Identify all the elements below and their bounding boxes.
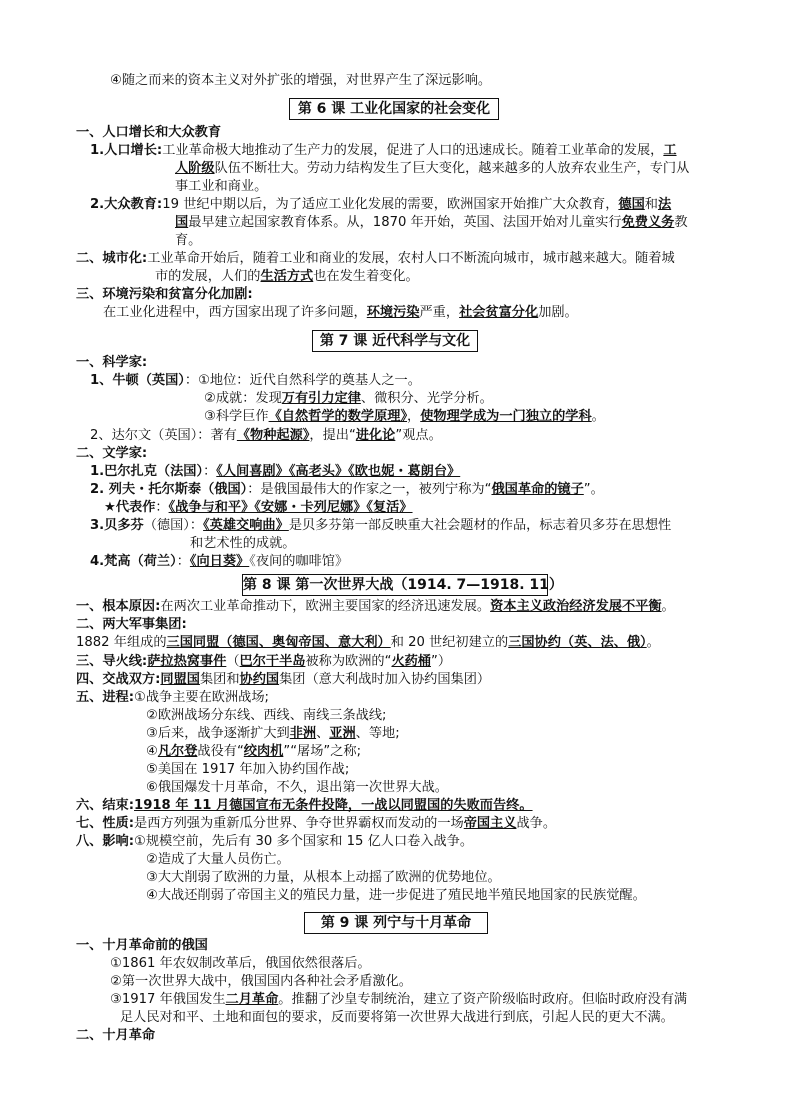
text: 严重， bbox=[419, 305, 460, 320]
text: 。推翻了沙皇专制统治，建立了资产阶级临时政府。但临时政府没有满 bbox=[278, 992, 688, 1007]
l7-darwin-line bbox=[90, 427, 442, 445]
l6-section-3: 三、环境污染和贫富分化加剧: bbox=[76, 287, 253, 302]
heading: 1.巴尔扎克（法国） bbox=[90, 464, 204, 479]
text: 和 20 世纪初建立的 bbox=[390, 635, 509, 650]
keyword: 法 bbox=[657, 197, 672, 212]
text: 市的发展，人们的 bbox=[155, 269, 261, 284]
l6-pop-line3: 事工业和商业。 bbox=[175, 179, 268, 194]
keyword: 《向日葵》 bbox=[189, 554, 250, 569]
text: ①战争主要在欧洲战场; bbox=[134, 690, 269, 705]
l8-nature-line bbox=[76, 815, 556, 833]
l7-section-1: 一、科学家: bbox=[76, 355, 148, 370]
text: ， bbox=[407, 409, 421, 424]
l8-impact-line3: ③大大削弱了欧洲的力量，从根本上动摇了欧洲的优势地位。 bbox=[146, 870, 501, 885]
intro-text: ④随之而来的资本主义对外扩张的增强，对世界产生了深远影响。 bbox=[110, 73, 492, 88]
l6-edu-line1 bbox=[90, 196, 671, 214]
text: ： bbox=[155, 500, 169, 515]
heading: 2. 列夫・托尔斯泰（俄国） bbox=[90, 482, 248, 497]
l7-beethoven-line1 bbox=[90, 517, 671, 535]
l6-urban-line2 bbox=[155, 268, 419, 286]
l7-newton-line3 bbox=[204, 408, 605, 426]
keyword: 社会贫富分化 bbox=[459, 305, 539, 320]
text: 也在发生着变化。 bbox=[313, 269, 419, 284]
text: ”观点。 bbox=[395, 428, 442, 443]
text: 是贝多芬第一部反映重大社会题材的作品，标志着贝多芬在思想性 bbox=[288, 518, 672, 533]
text: ”） bbox=[431, 654, 452, 669]
keyword: 亚洲 bbox=[329, 726, 356, 741]
l9-russia-line4: 足人民对和平、土地和面包的要求，反而要将第一次世界大战进行到底，引起人民的更大不满。 bbox=[120, 1010, 674, 1025]
l6-pop-line1 bbox=[90, 142, 677, 160]
heading: 五、进程: bbox=[76, 690, 135, 705]
lesson8-title: 第 8 课 第一次世界大战（1914. 7—1918. 11） bbox=[242, 574, 548, 596]
keyword: 国 bbox=[175, 215, 189, 230]
keyword: 生活方式 bbox=[260, 269, 314, 284]
text: ：①地位：近代自然科学的奠基人之一。 bbox=[184, 373, 421, 388]
keyword: 俄国革命的镜子 bbox=[491, 482, 584, 497]
keyword: 协约国 bbox=[239, 672, 280, 687]
l7-vangogh-line bbox=[90, 553, 348, 571]
text: ”。 bbox=[583, 482, 604, 497]
keyword: 德国 bbox=[618, 197, 645, 212]
l9-russia-line1: ①1861 年农奴制改革后，俄国依然很落后。 bbox=[110, 956, 371, 971]
keyword: 火药桶 bbox=[391, 654, 431, 669]
text: 教 bbox=[674, 215, 688, 230]
text: 加剧。 bbox=[538, 305, 578, 320]
lesson6-title: 第 6 课 工业化国家的社会变化 bbox=[289, 98, 499, 120]
keyword: 《物种起源》 bbox=[236, 428, 310, 443]
text: ： bbox=[203, 464, 217, 479]
text: 最早建立起国家教育体系。从，1870 年开始，英国、法国开始对儿童实行 bbox=[188, 215, 622, 230]
l8-fuse-line bbox=[76, 653, 451, 671]
keyword: 《英雄交响曲》 bbox=[203, 518, 289, 533]
l7-section-2: 二、文学家: bbox=[76, 446, 148, 461]
l8-impact-line1 bbox=[76, 833, 473, 851]
keyword: 绞肉机 bbox=[243, 744, 284, 759]
l9-russia-line3 bbox=[110, 991, 687, 1009]
l7-newton-line2 bbox=[204, 390, 493, 408]
text: 2、达尔文（英国）：著有 bbox=[90, 428, 237, 443]
l7-balzac-line bbox=[90, 463, 460, 481]
text: 19 世纪中期以后，为了适应工业化发展的需要，欧洲国家开始推广大众教育， bbox=[162, 197, 619, 212]
keyword: 人阶级 bbox=[175, 161, 215, 176]
keyword: 使物理学成为一门独立的学科 bbox=[420, 409, 592, 424]
l6-edu-line3: 育。 bbox=[175, 233, 202, 248]
l8-process-line6: ⑥俄国爆发十月革命，不久，退出第一次世界大战。 bbox=[146, 780, 448, 795]
keyword: 帝国主义 bbox=[463, 816, 517, 831]
l8-impact-line2: ②造成了大量人员伤亡。 bbox=[146, 852, 290, 867]
text: 。 bbox=[646, 635, 660, 650]
text: （ bbox=[226, 654, 240, 669]
keyword: 1918 年 11 月德国宣布无条件投降，一战以同盟国的失败而告终。 bbox=[134, 798, 533, 813]
keyword: 《战争与和平》《安娜・卡列尼娜》《复活》 bbox=[168, 500, 413, 515]
l6-env-line bbox=[103, 304, 578, 322]
text: 和 bbox=[644, 197, 658, 212]
l8-process-line1 bbox=[76, 689, 269, 707]
heading: 一、根本原因: bbox=[76, 599, 161, 614]
l8-process-line5: ⑤美国在 1917 年加入协约国作战; bbox=[146, 762, 350, 777]
text: ”“屠场”之称; bbox=[283, 744, 362, 759]
l6-section-1: 一、人口增长和大众教育 bbox=[76, 125, 222, 140]
keyword: 万有引力定律 bbox=[281, 391, 361, 406]
text: 被称为欧洲的“ bbox=[305, 654, 392, 669]
text: 。 bbox=[591, 409, 605, 424]
heading: ★代表作 bbox=[104, 500, 156, 515]
l9-section-1: 一、十月革命前的俄国 bbox=[76, 938, 208, 953]
text: 工业革命极大地推动了生产力的发展，促进了人口的迅速成长。随着工业革命的发展， bbox=[162, 143, 664, 158]
text: ②成就：发现 bbox=[204, 391, 282, 406]
l8-section-2: 二、两大军事集团: bbox=[76, 617, 187, 632]
heading: 三、导火线: bbox=[76, 654, 148, 669]
heading: 4.梵高（荷兰） bbox=[90, 554, 177, 569]
lesson9-title: 第 9 课 列宁与十月革命 bbox=[304, 912, 488, 934]
text: 《夜间的咖啡馆》 bbox=[249, 554, 349, 569]
l8-blocs-line bbox=[76, 634, 660, 652]
l8-impact-line4: ④大战还削弱了帝国主义的殖民力量，进一步促进了殖民地半殖民地国家的民族觉醒。 bbox=[146, 888, 646, 903]
lesson7-title: 第 7 课 近代科学与文化 bbox=[312, 330, 478, 352]
keyword: 工 bbox=[663, 143, 677, 158]
keyword: 资本主义政治经济发展不平衡 bbox=[490, 599, 662, 614]
l6-pop-line2 bbox=[175, 160, 689, 178]
l6-edu-line2 bbox=[175, 214, 688, 232]
heading: 2.大众教育: bbox=[90, 197, 163, 212]
keyword: 三国同盟（德国、奥匈帝国、意大利） bbox=[166, 635, 391, 650]
text: 、 bbox=[316, 726, 330, 741]
text: 是西方列强为重新瓜分世界、争夺世界霸权而发动的一场 bbox=[134, 816, 464, 831]
l9-section-2: 二、十月革命 bbox=[76, 1028, 156, 1043]
text: 工业革命开始后，随着工业和商业的发展，农村人口不断流向城市，城市越来越大。随着城 bbox=[147, 251, 675, 266]
text: 、等地; bbox=[355, 726, 400, 741]
text: 1882 年组成的 bbox=[76, 635, 167, 650]
text: 在两次工业革命推动下，欧洲主要国家的经济迅速发展。 bbox=[160, 599, 491, 614]
keyword: 二月革命 bbox=[225, 992, 279, 1007]
heading: 八、影响: bbox=[76, 834, 135, 849]
l6-urban-line1 bbox=[76, 250, 675, 268]
l9-russia-line2: ②第一次世界大战中，俄国国内各种社会矛盾激化。 bbox=[110, 974, 412, 989]
l7-tolstoy-line bbox=[90, 481, 604, 499]
text: ：是俄国最伟大的作家之一，被列宁称为“ bbox=[247, 482, 492, 497]
l8-process-line3 bbox=[146, 725, 400, 743]
text: ①规模空前，先后有 30 多个国家和 15 亿人口卷入战争。 bbox=[134, 834, 474, 849]
keyword: 同盟国 bbox=[160, 672, 200, 687]
text: （德国）： bbox=[143, 518, 204, 533]
l7-beethoven-line2: 和艺术性的成就。 bbox=[190, 536, 296, 551]
text: ③1917 年俄国发生 bbox=[110, 992, 226, 1007]
l8-process-line2: ②欧洲战场分东线、西线、南线三条战线; bbox=[146, 708, 387, 723]
text: 在工业化进程中，西方国家出现了许多问题， bbox=[103, 305, 367, 320]
intro-line bbox=[110, 72, 491, 90]
l7-tolstoy-works bbox=[104, 499, 413, 517]
text: 队伍不断壮大。劳动力结构发生了巨大变化，越来越多的人放弃农业生产，专门从 bbox=[214, 161, 690, 176]
heading: 七、性质: bbox=[76, 816, 135, 831]
text: ： bbox=[176, 554, 190, 569]
text: 、微积分、光学分析。 bbox=[360, 391, 493, 406]
text: 集团和 bbox=[199, 672, 240, 687]
text: 战役有“ bbox=[197, 744, 244, 759]
heading: 3.贝多芬 bbox=[90, 518, 144, 533]
text: ④ bbox=[146, 744, 158, 759]
l8-process-line4 bbox=[146, 743, 361, 761]
heading: 1、牛顿（英国） bbox=[90, 373, 185, 388]
keyword: 萨拉热窝事件 bbox=[147, 654, 227, 669]
l8-sides-line bbox=[76, 671, 490, 689]
heading: 1.人口增长: bbox=[90, 143, 163, 158]
l8-end-line bbox=[76, 797, 533, 815]
text: 战争。 bbox=[516, 816, 557, 831]
heading: 二、城市化: bbox=[76, 251, 148, 266]
keyword: 非洲 bbox=[289, 726, 317, 741]
heading: 四、交战双方: bbox=[76, 672, 161, 687]
l8-cause-line bbox=[76, 598, 675, 616]
l7-newton-line1 bbox=[90, 372, 421, 390]
keyword: 凡尔登 bbox=[157, 744, 198, 759]
text: ，提出“ bbox=[309, 428, 356, 443]
keyword: 《人间喜剧》《高老头》《欧也妮・葛朗台》 bbox=[216, 464, 461, 479]
keyword: 环境污染 bbox=[366, 305, 420, 320]
keyword: 巴尔干半岛 bbox=[239, 654, 306, 669]
text: 集团（意大利战时加入协约国集团） bbox=[279, 672, 491, 687]
keyword: 三国协约（英、法、俄） bbox=[508, 635, 647, 650]
heading: 六、结束: bbox=[76, 798, 135, 813]
keyword: 进化论 bbox=[355, 428, 396, 443]
keyword: 《自然哲学的数学原理》 bbox=[268, 409, 408, 424]
text: ③后来，战争逐渐扩大到 bbox=[146, 726, 290, 741]
keyword: 免费义务 bbox=[621, 215, 675, 230]
text: 。 bbox=[661, 599, 675, 614]
text: ③科学巨作 bbox=[204, 409, 269, 424]
